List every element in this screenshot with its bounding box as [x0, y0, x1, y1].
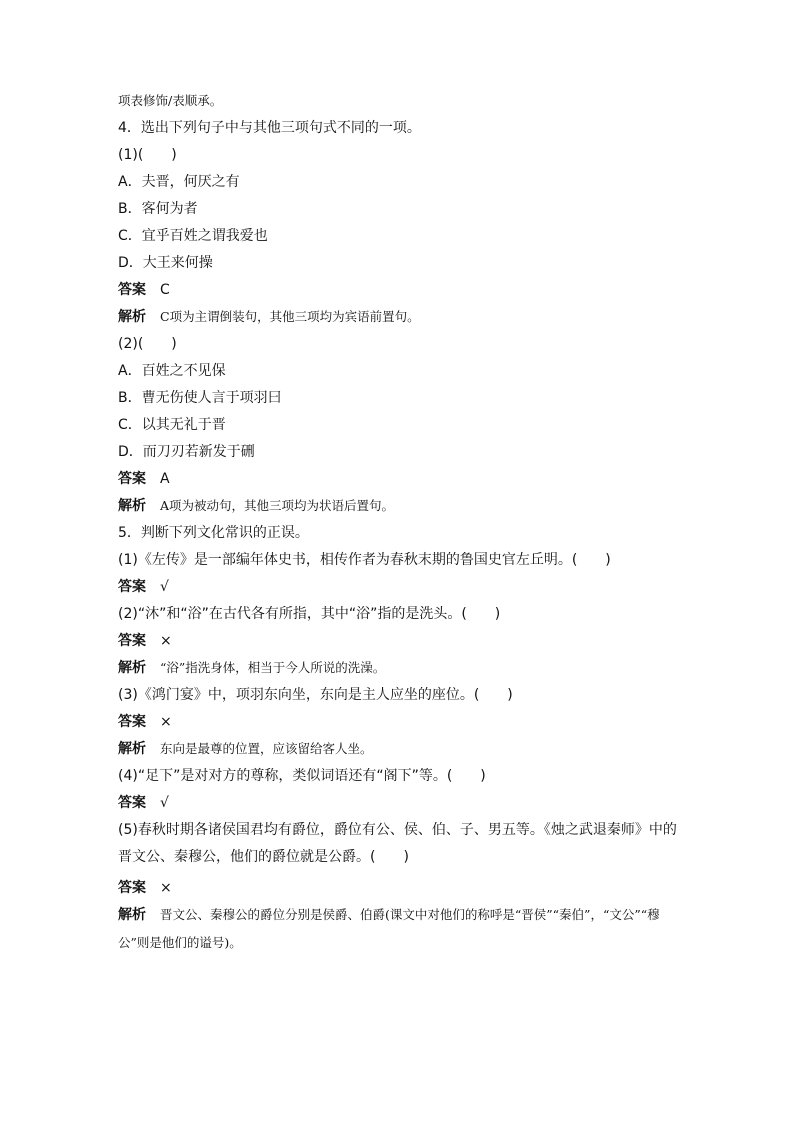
answer-line — [118, 879, 688, 897]
answer-value: × — [160, 714, 172, 730]
answer-value: A — [160, 471, 170, 487]
statement-5: (5)春秋时期各诸侯国君均有爵位，爵位有公、侯、伯、子、男五等。《烛之武退秦师》中的晋文公、秦穆公，他们的爵位就是公爵。( ) — [118, 822, 677, 865]
analysis-line — [118, 308, 688, 326]
question-4-1-number: (1)( ) — [118, 147, 177, 163]
question-4-2-number: (2)( ) — [118, 336, 177, 352]
answer-line — [118, 632, 688, 650]
statement-2: (2)“沐”和“浴”在古代各有所指，其中“浴”指的是洗头。( ) — [118, 606, 501, 622]
option-c: C．宜乎百姓之谓我爱也 — [118, 228, 268, 244]
answer-value: C — [160, 282, 170, 298]
analysis-label: 解析 — [118, 907, 146, 923]
analysis-text: “浴”指洗身体，相当于今人所说的洗澡。 — [160, 660, 386, 675]
answer-line — [118, 578, 688, 596]
statement-1: (1)《左传》是一部编年体史书，相传作者为春秋末期的鲁国史官左丘明。( ) — [118, 552, 611, 568]
option-d: D．而刀刃若新发于硎 — [118, 444, 255, 460]
answer-line — [118, 470, 688, 488]
answer-value: √ — [160, 579, 169, 595]
answer-label: 答案 — [118, 880, 146, 896]
answer-label: 答案 — [118, 282, 146, 298]
answer-line — [118, 713, 688, 731]
statement-3: (3)《鸿门宴》中，项羽东向坐，东向是主人应坐的座位。( ) — [118, 687, 513, 703]
document-page — [118, 92, 688, 957]
option-d: D．大王来何操 — [118, 255, 213, 271]
option-b: B．曹无伤使人言于项羽曰 — [118, 390, 282, 406]
statement-4: (4)“足下”是对对方的尊称，类似词语还有“阁下”等。( ) — [118, 768, 486, 784]
answer-line — [118, 281, 688, 299]
analysis-line — [118, 659, 688, 677]
analysis-label: 解析 — [118, 741, 146, 757]
option-a: A．百姓之不见保 — [118, 363, 226, 379]
analysis-line — [118, 497, 688, 515]
continued-explanation: 项表修饰/表顺承。 — [118, 93, 223, 108]
answer-label: 答案 — [118, 795, 146, 811]
analysis-text: 晋文公、秦穆公的爵位分别是侯爵、伯爵(课文中对他们的称呼是“晋侯”“秦伯”，“文公”“穆公”则是他们的谥号)。 — [118, 907, 660, 950]
answer-value: √ — [160, 795, 169, 811]
answer-label: 答案 — [118, 471, 146, 487]
answer-value: × — [160, 633, 172, 649]
option-a: A．夫晋，何厌之有 — [118, 174, 240, 190]
analysis-text: C项为主谓倒装句，其他三项均为宾语前置句。 — [160, 309, 420, 324]
analysis-label: 解析 — [118, 498, 146, 514]
analysis-line — [118, 901, 688, 957]
analysis-label: 解析 — [118, 660, 146, 676]
answer-value: × — [160, 880, 172, 896]
answer-line — [118, 794, 688, 812]
answer-label: 答案 — [118, 633, 146, 649]
answer-label: 答案 — [118, 714, 146, 730]
question-5-stem: 5．判断下列文化常识的正误。 — [118, 525, 309, 541]
option-b: B．客何为者 — [118, 201, 198, 217]
question-4-stem: 4．选出下列句子中与其他三项句式不同的一项。 — [118, 120, 421, 136]
analysis-text: 东向是最尊的位置，应该留给客人坐。 — [160, 741, 373, 756]
option-c: C．以其无礼于晋 — [118, 417, 226, 433]
analysis-label: 解析 — [118, 309, 146, 325]
analysis-text: A项为被动句，其他三项均为状语后置句。 — [160, 498, 395, 513]
answer-label: 答案 — [118, 579, 146, 595]
analysis-line — [118, 740, 688, 758]
